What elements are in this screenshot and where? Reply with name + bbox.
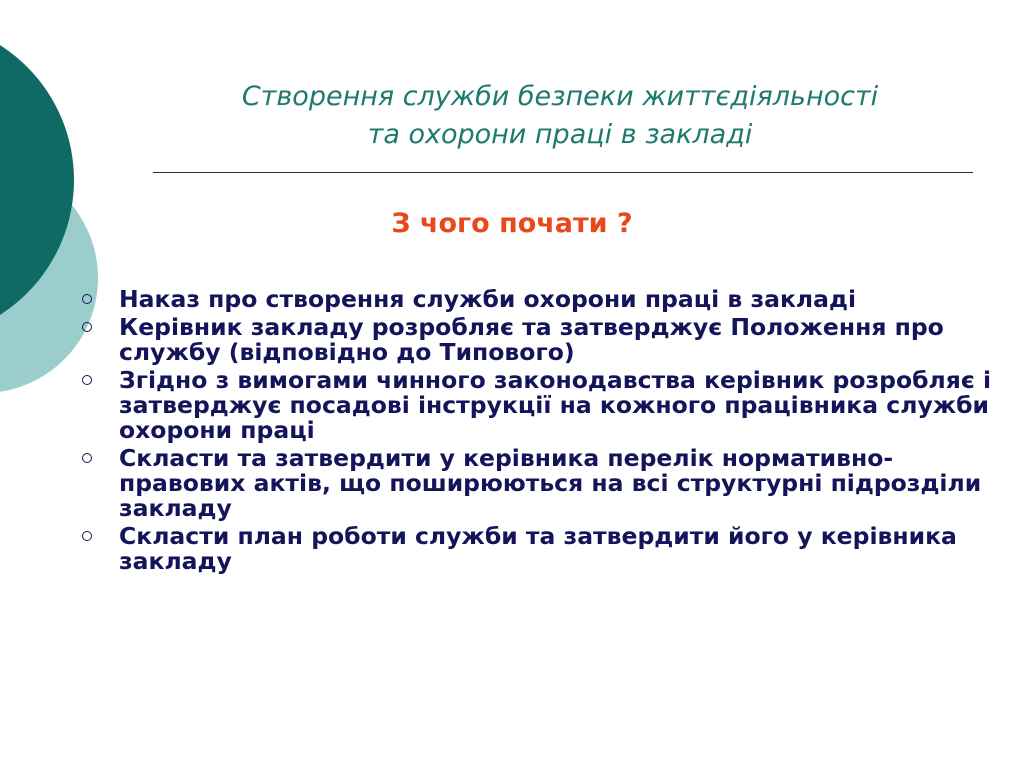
- bullet-item: [78, 287, 998, 312]
- slide-title-line-1: Створення служби безпеки життєдіяльності: [241, 81, 879, 112]
- bullet-text: Керівник закладу розробляє та затверджує Положення про службу (відповідно до Типового): [119, 313, 944, 366]
- hollow-circle-bullet-icon: [82, 531, 92, 541]
- bullet-item: [78, 368, 998, 443]
- bullet-text: Наказ про створення служби охорони праці в закладі: [119, 285, 857, 313]
- bullet-text: Скласти та затвердити у керівника перелік нормативно-правових актів, що поширюються на всі структурні підрозділи закладу: [119, 444, 982, 522]
- bullet-item: [78, 315, 998, 365]
- bullet-text: Скласти план роботи служби та затвердити його у керівника закладу: [119, 522, 957, 575]
- bullet-list: [78, 287, 998, 577]
- hollow-circle-bullet-icon: [82, 322, 92, 332]
- bullet-text: Згідно з вимогами чинного законодавства керівник розробляє і затверджує посадові інструкції на кожного працівника служби охорони праці: [119, 366, 992, 444]
- hollow-circle-bullet-icon: [82, 294, 92, 304]
- slide-title: [150, 78, 970, 154]
- bullet-item: [78, 524, 998, 574]
- hollow-circle-bullet-icon: [82, 375, 92, 385]
- slide-title-line-2: та охорони праці в закладі: [367, 119, 753, 150]
- title-divider: [153, 172, 973, 173]
- hollow-circle-bullet-icon: [82, 453, 92, 463]
- bullet-item: [78, 446, 998, 521]
- slide-subtitle: З чого почати ?: [391, 208, 633, 239]
